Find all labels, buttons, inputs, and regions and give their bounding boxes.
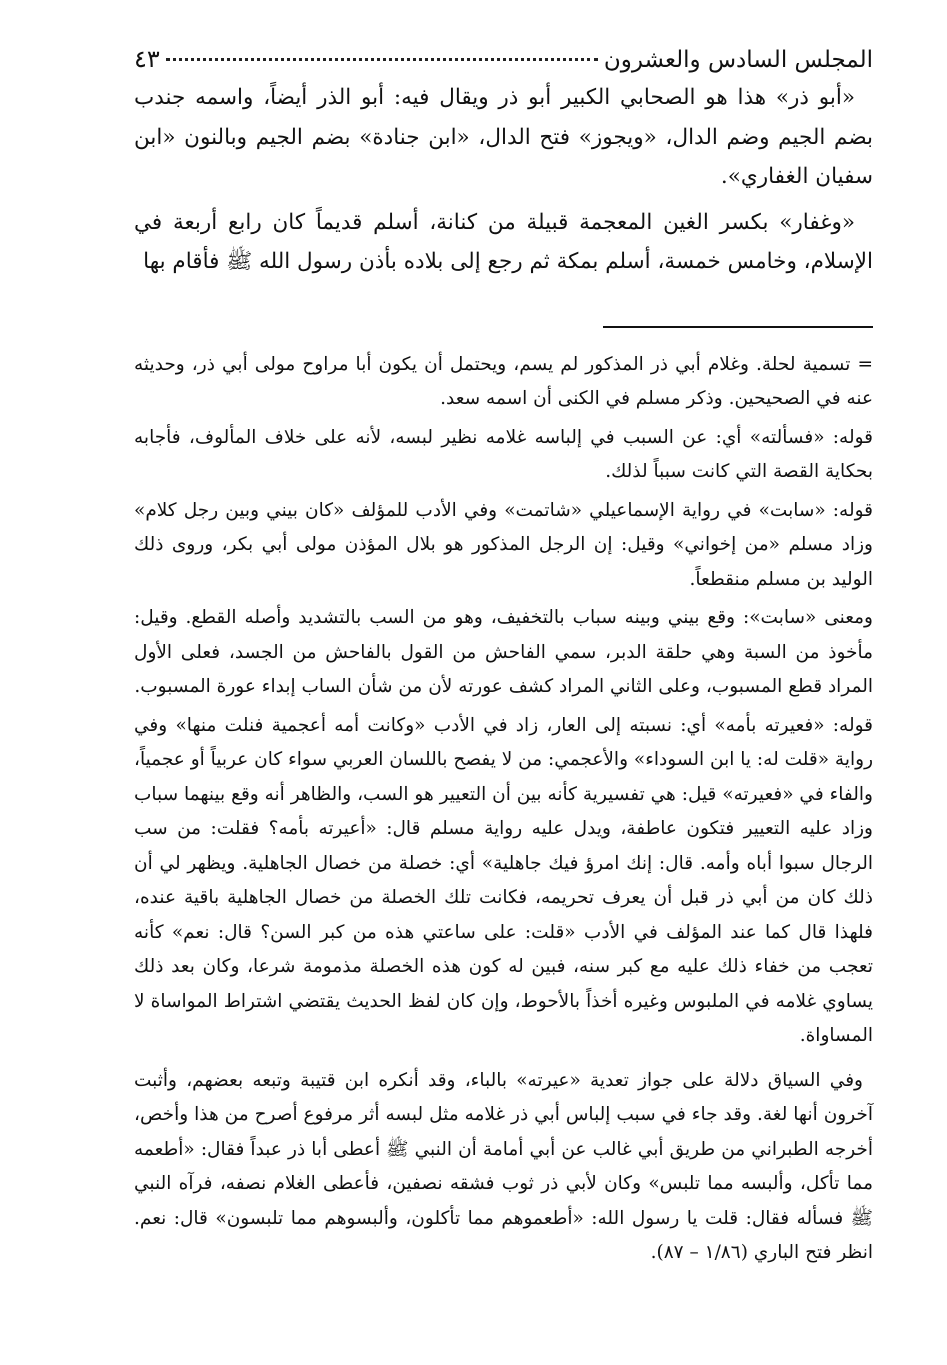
footnote-paragraph: وفي السياق دلالة على جواز تعدية «عيرته» بالباء، وقد أنكره ابن قتيبة وتبعه بعضهم، وأثبت آخرون أنها لغة. وقد جاء في سبب إلباس أبي ذر غلامه مثل لبسه أثر مرفوع أصرح من هذا وأخص، أخرجه الطبراني من طريق أبي غالب عن أبي أمامة أن النبي ﷺ أعطى أبا ذر عبداً فقال: «أطعمه مما تأكل، وألبسه مما تلبس» وكان لأبي ذر ثوب فشقه نصفين، فأعطى الغلام نصفه، فرآه النبي ﷺ فسأله فقال: قلت يا رسول الله: «أطعموهم مما تأكلون، وألبسوهم مما تلبسون» قال: نعم. انظر فتح الباري (١/٨٦ – ٨٧). [134,1069,873,1263]
main-text [134,78,873,282]
footnote-separator [603,326,873,328]
running-header [134,44,873,78]
footnote-paragraph: ومعنى «سابت»: وقع بيني وبينه سباب بالتخفيف، وهو من السب بالتشديد وأصله القطع. وقيل: مأخوذ من السبة وهي حلقة الدبر، سمي الفاحش من القول بالفاحش من الجسد، فعلى الأول المراد قطع المسبوب، وعلى الثاني المراد كشف عورته لأن من شأن الساب إبداء عورة المسبوب. [134,607,873,697]
main-paragraph: «أبو ذر» هذا هو الصحابي الكبير أبو ذر ويقال فيه: أبو الذر أيضاً، واسمه جندب بضم الجيم وضم الدال، «ويجوز» فتح الدال، «ابن جنادة» بضم الجيم وبالنون «ابن سفيان الغفاري». [134,85,873,189]
main-paragraph: «وغفار» بكسر الغين المعجمة قبيلة من كنانة، أسلم قديماً كان رابع أربعة في الإسلام، وخامس خمسة، أسلم بمكة ثم رجع إلى بلاده بأذن رسول الله ﷺ فأقام بها [134,209,873,274]
chapter-title: المجلس السادس والعشرون [603,47,873,73]
footnote-paragraph: قوله: «فسألته» أي: عن السبب في إلباسه غلامه نظير لبسه، لأنه على خلاف المألوف، فأجابه بحكاية القصة التي كانت سبباً لذلك. [134,426,873,482]
footnote-paragraph: قوله: «فعيرته بأمه» أي: نسبته إلى العار، زاد في الأدب «وكانت أمه أعجمية فنلت منها» وفي رواية «قلت له: يا ابن السوداء» والأعجمي: من لا يفصح باللسان العربي سواء كان عربياً أو عجمياً، والفاء في «فعيرته» قيل: هي تفسيرية كأنه بين أن التعيير هو السب، والظاهر أنه وقع بينهما سباب وزاد عليه التعيير فتكون عاطفة، ويدل عليه رواية مسلم قال: «أعيرته بأمه؟ فقلت: من سب الرجال سبوا أباه وأمه. قال: إنك امرؤ فيك جاهلية» أي: خصلة من خصال الجاهلية. ويظهر لي أن ذلك كان من أبي ذر قبل أن يعرف تحريمه، فكانت تلك الخصلة من خصال الجاهلية باقية عنده، فلهذا قال كما عند المؤلف في الأدب «قلت: على ساعتي هذه من كبر السن؟ قال: نعم» كأنه تعجب من خفاء ذلك عليه مع كبر سنه، فبين له كون هذه الخصلة مذمومة شرعا، وكان بعد ذلك يساوي غلامه في الملبوس وغيره أخذاً بالأحوط، وإن كان لفظ الحديث يقتضي اشتراط المواساة لا المساواة. [133,714,873,1046]
dotted-leader [166,58,598,61]
page-number: ٤٣ [134,45,160,73]
footnote-paragraph: قوله: «سابت» في رواية الإسماعيلي «شاتمت» وفي الأدب للمؤلف «كان بيني وبين رجل كلام» وزاد مسلم «من إخواني» وقيل: إن الرجل المذكور هو بلال المؤذن مولى أبي بكر، وروى ذلك الوليد بن مسلم منقطعاً. [134,499,873,590]
footnote-paragraph: = تسمية لحلة. وغلام أبي ذر المذكور لم يسم، ويحتمل أن يكون أبا مراوح مولى أبي ذر، وحديثه عنه في الصحيحين. وذكر مسلم في الكنى أن اسمه سعد. [134,353,873,409]
footnotes [134,348,873,1271]
